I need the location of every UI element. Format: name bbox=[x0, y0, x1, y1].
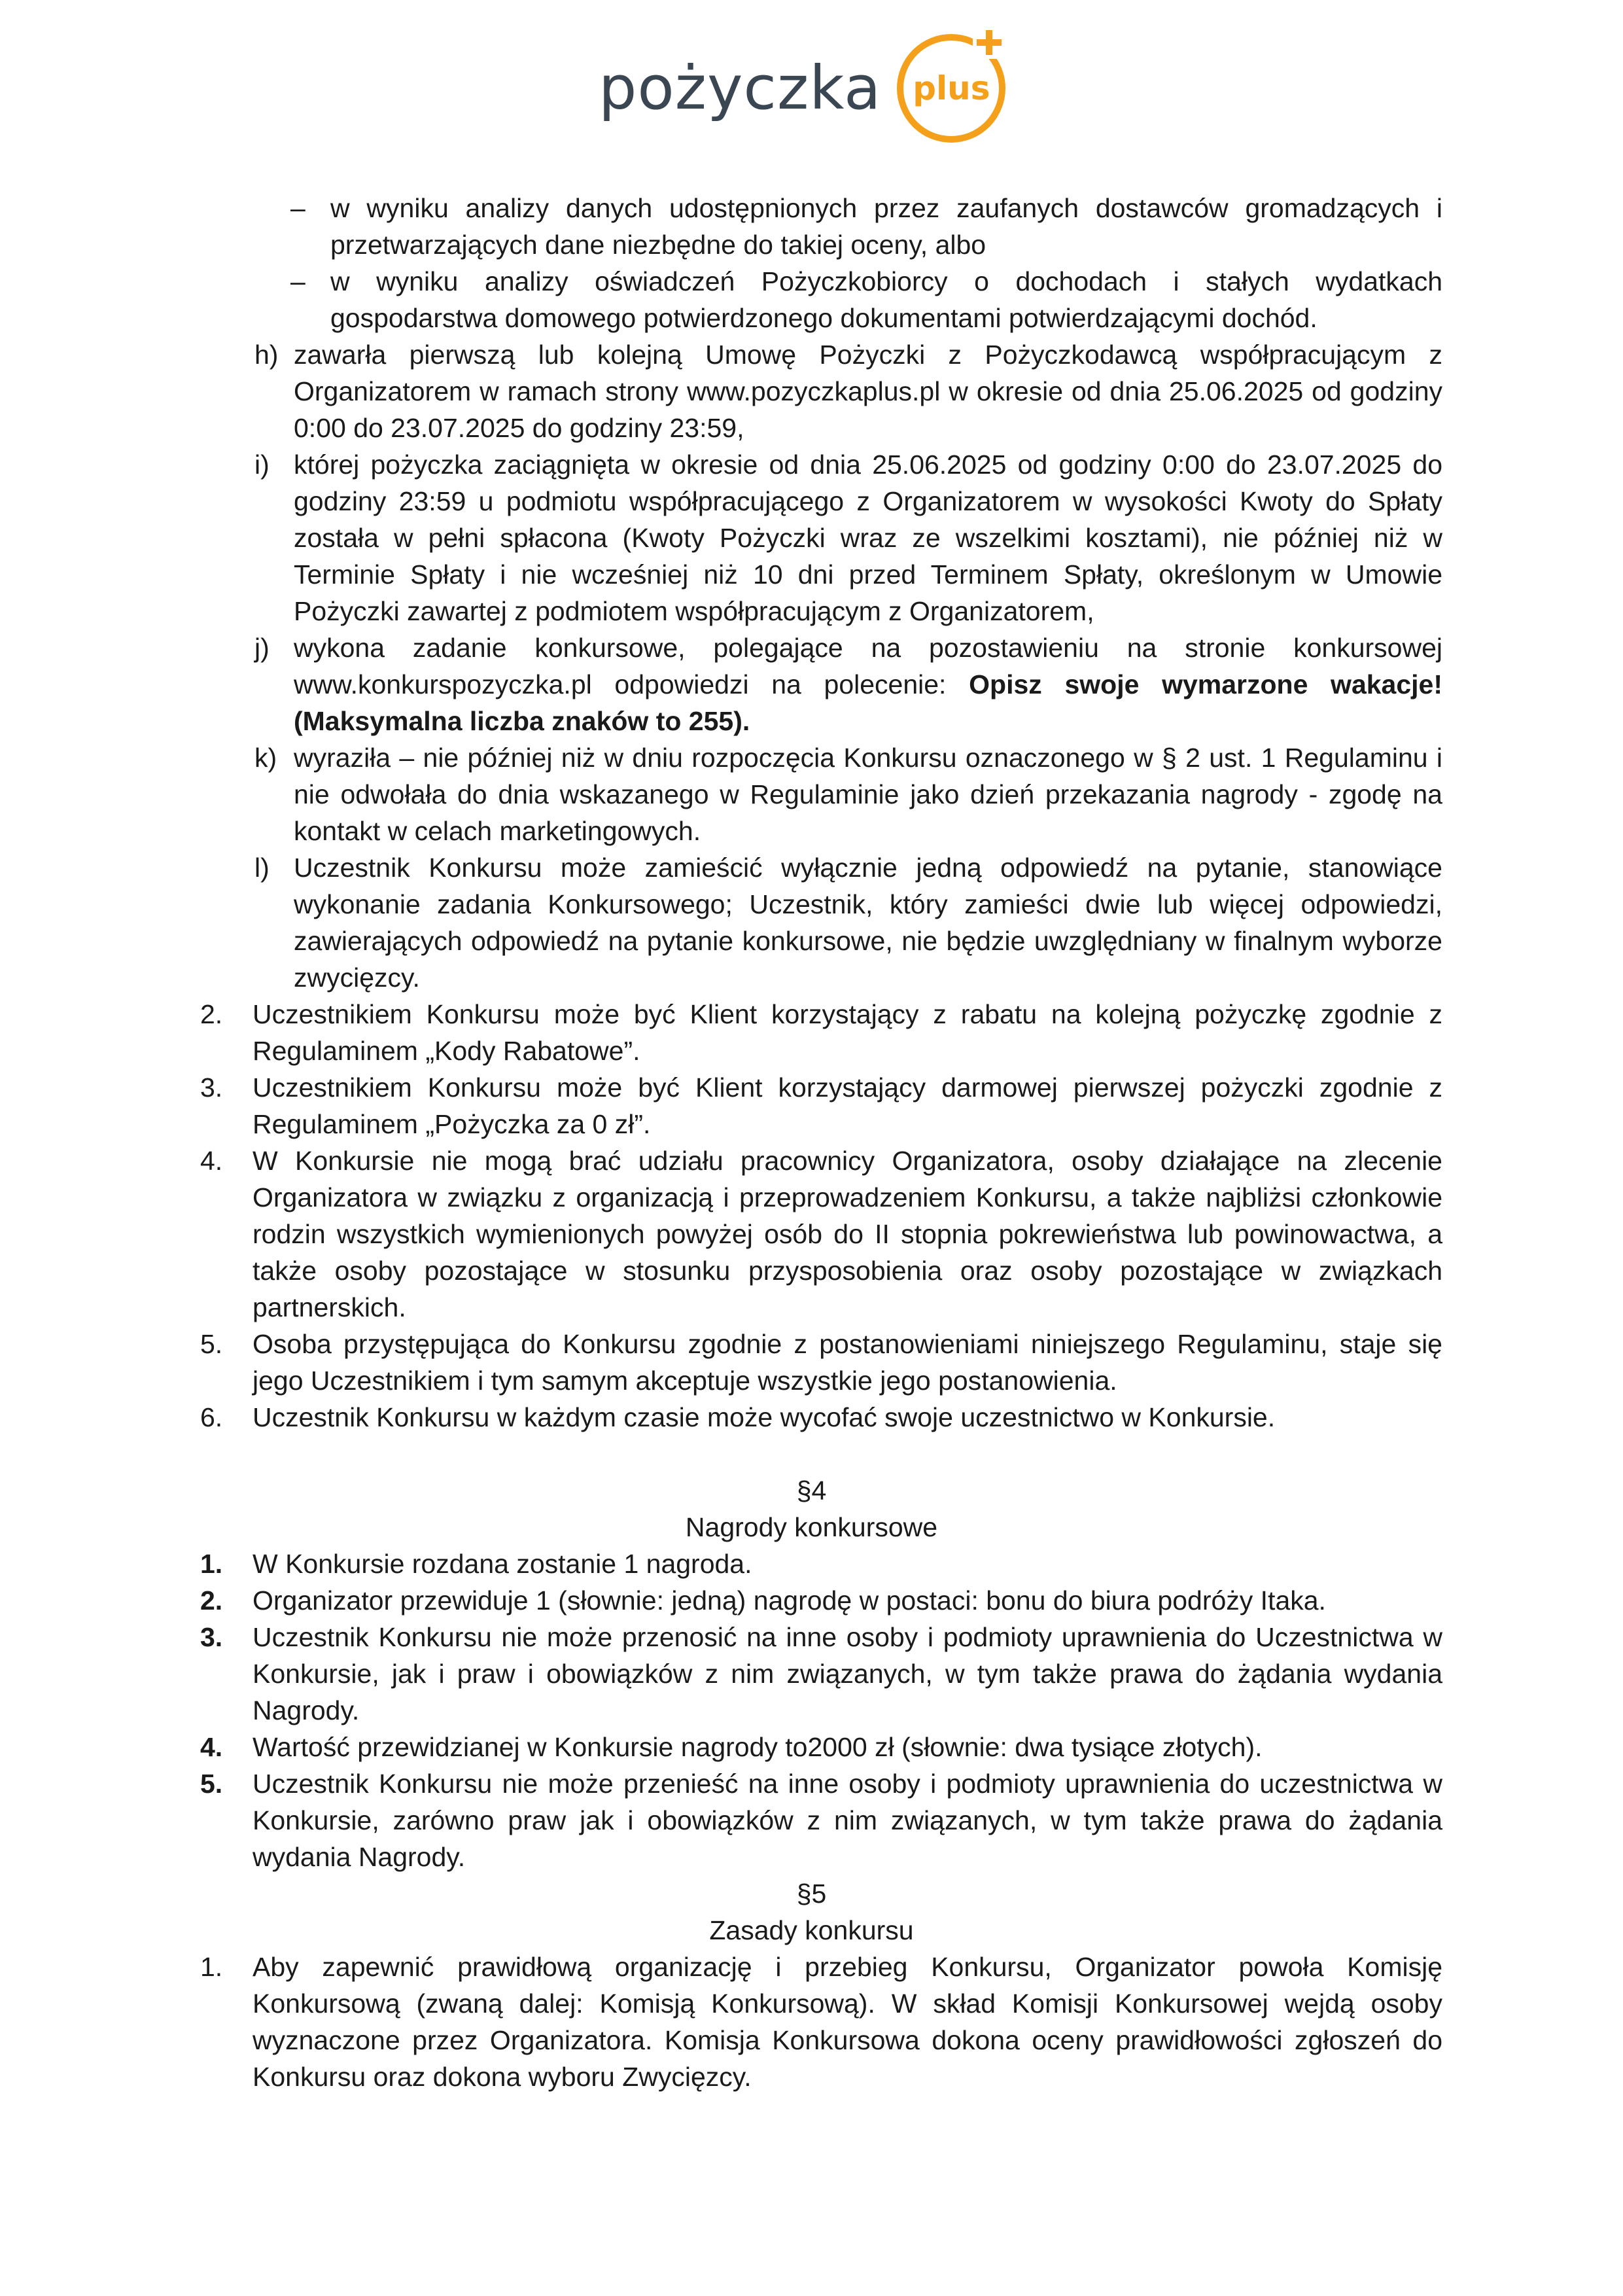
list-marker: i) bbox=[254, 450, 270, 480]
letter-list-item bbox=[254, 446, 1442, 629]
list-item-text: Uczestnikiem Konkursu może być Klient korzystający z rabatu na kolejną pożyczkę zgodnie z Regulaminem „Kody Rabatowe”. bbox=[253, 999, 1442, 1066]
numbered-list-item bbox=[200, 1949, 1442, 2095]
list-item-text: W Konkursie rozdana zostanie 1 nagroda. bbox=[253, 1549, 752, 1579]
section-number: §5 bbox=[796, 1879, 827, 1909]
document-body bbox=[0, 190, 1623, 2095]
dash-item-text: w wyniku analizy oświadczeń Pożyczkobiorcy o dochodach i stałych wydatkach gospodarstwa domowego potwierdzonego dokumentami potwierdzającymi dochód. bbox=[330, 266, 1442, 333]
section-spacer bbox=[0, 1436, 1623, 1472]
list-marker: h) bbox=[254, 340, 279, 370]
letter-list-item bbox=[254, 629, 1442, 739]
list-item-text: Uczestnikiem Konkursu może być Klient korzystający darmowej pierwszej pożyczki zgodnie z Regulaminem „Pożyczka za 0 zł”. bbox=[253, 1072, 1442, 1139]
dash-marker: – bbox=[290, 266, 305, 296]
list-item-text: Uczestnik Konkursu może zamieścić wyłącznie jedną odpowiedź na pytanie, stanowiące wykonanie zadania Konkursowego; Uczestnik, który zamieści dwie lub więcej odpowiedzi, zawierających odpowiedź na pytanie konkursowe, nie będzie uwzględniany w finalnym wyborze zwycięzcy. bbox=[294, 853, 1442, 993]
logo-plus-word: plus bbox=[913, 69, 990, 107]
numbered-list-item bbox=[200, 1729, 1442, 1765]
list-marker: 3. bbox=[200, 1622, 223, 1652]
section-title: Nagrody konkursowe bbox=[685, 1512, 938, 1542]
letter-list-item bbox=[254, 739, 1442, 849]
numbered-list-item bbox=[200, 1326, 1442, 1399]
list-marker: 5. bbox=[200, 1329, 223, 1359]
logo-wordmark: pożyczka bbox=[599, 53, 882, 123]
numbered-list-item bbox=[200, 1765, 1442, 1875]
list-item-text: zawarła pierwszą lub kolejną Umowę Pożyczki z Pożyczkodawcą współpracującym z Organizatorem w ramach strony www.pozyczkaplus.pl w okresie od dnia 25.06.2025 od godziny 0:00 do 23.07.2025 do godziny 23:59, bbox=[294, 340, 1442, 443]
list-item-text: Wartość przewidzianej w Konkursie nagrody to2000 zł (słownie: dwa tysiące złotych). bbox=[253, 1732, 1263, 1762]
list-marker: 2. bbox=[200, 1585, 223, 1616]
dash-item-text: w wyniku analizy danych udostępnionych przez zaufanych dostawców gromadzących i przetwarzających dane niezbędne do takiej oceny, albo bbox=[330, 193, 1442, 260]
numbered-list-item bbox=[200, 1619, 1442, 1729]
letter-list-item bbox=[254, 336, 1442, 446]
list-marker: 1. bbox=[200, 1952, 223, 1982]
dash-list-item bbox=[290, 190, 1442, 263]
list-marker: 6. bbox=[200, 1402, 223, 1432]
numbered-list-item bbox=[200, 1582, 1442, 1619]
list-item-text: Uczestnik Konkursu w każdym czasie może wycofać swoje uczestnictwo w Konkursie. bbox=[253, 1402, 1276, 1432]
list-marker: l) bbox=[254, 853, 270, 883]
list-item-text: Aby zapewnić prawidłową organizację i przebieg Konkursu, Organizator powoła Komisję Konkursową (zwaną dalej: Komisją Konkursową). W skład Komisji Konkursowej wejdą osoby wyznaczone przez Organizatora. Komisja Konkursowa dokona oceny prawidłowości zgłoszeń do Konkursu oraz dokona wyboru Zwycięzcy. bbox=[253, 1952, 1442, 2092]
numbered-list-item bbox=[200, 1545, 1442, 1582]
dash-list-item bbox=[290, 263, 1442, 336]
section-title: Zasady konkursu bbox=[709, 1915, 914, 1945]
list-marker: 2. bbox=[200, 999, 223, 1029]
numbered-list-item bbox=[200, 1069, 1442, 1142]
plus-icon bbox=[973, 26, 1005, 59]
list-item-text: Osoba przystępująca do Konkursu zgodnie z postanowieniami niniejszego Regulaminu, staje się jego Uczestnikiem i tym samym akceptuje wszystkie jego postanowienia. bbox=[253, 1329, 1442, 1396]
numbered-list-item bbox=[200, 1142, 1442, 1326]
logo-plus-circle bbox=[897, 34, 1005, 143]
letter-list-item bbox=[254, 849, 1442, 996]
list-item-text: wykona zadanie konkursowe, polegające na pozostawieniu na stronie konkursowej www.konkurspozyczka.pl odpowiedzi na polecenie: bbox=[294, 633, 1442, 699]
list-item-text: Organizator przewiduje 1 (słownie: jedną) nagrodę w postaci: bonu do biura podróży Itaka. bbox=[253, 1585, 1326, 1616]
list-item-text: wyraziła – nie później niż w dniu rozpoczęcia Konkursu oznaczonego w § 2 ust. 1 Regulaminu i nie odwołała do dnia wskazanego w Regulaminie jako dzień przekazania nagrody - zgodę na kontakt w celach marketingowych. bbox=[294, 743, 1442, 846]
list-item-text: Uczestnik Konkursu nie może przenosić na inne osoby i podmioty uprawnienia do Uczestnictwa w Konkursie, jak i praw i obowiązków z nim związanych, w tym także prawa do żądania wydania Nagrody. bbox=[253, 1622, 1442, 1725]
list-marker: j) bbox=[254, 633, 270, 663]
list-marker: 4. bbox=[200, 1732, 223, 1762]
section-number: §4 bbox=[796, 1475, 827, 1506]
list-item-text: której pożyczka zaciągnięta w okresie od dnia 25.06.2025 od godziny 0:00 do 23.07.2025 do godziny 23:59 u podmiotu współpracującego z Organizatorem w wysokości Kwoty do Spłaty została w pełni spłacona (Kwoty Pożyczki wraz ze wszelkimi kosztami), nie później niż w Terminie Spłaty i nie wcześniej niż 10 dni przed Terminem Spłaty, określonym w Umowie Pożyczki zawartej z podmiotem współpracującym z Organizatorem, bbox=[294, 450, 1442, 626]
list-item-text: Uczestnik Konkursu nie może przenieść na inne osoby i podmioty uprawnienia do uczestnictwa w Konkursie, zarówno praw jak i obowiązków z nim związanych, w tym także prawa do żądania wydania Nagrody. bbox=[253, 1769, 1442, 1872]
list-item-text: W Konkursie nie mogą brać udziału pracownicy Organizatora, osoby działające na zlecenie Organizatora w związku z organizacją i przeprowadzeniem Konkursu, a także najbliżsi członkowie rodzin wszystkich wymienionych powyżej osób do II stopnia pokrewieństwa lub powinowactwa, a także osoby pozostające w stosunku przysposobienia oraz osoby pozostające w związkach partnerskich. bbox=[253, 1146, 1442, 1322]
list-marker: 3. bbox=[200, 1072, 223, 1103]
numbered-list-item bbox=[200, 1399, 1442, 1436]
list-marker: k) bbox=[254, 743, 277, 773]
list-marker: 1. bbox=[200, 1549, 223, 1579]
numbered-list-item bbox=[200, 996, 1442, 1069]
contest-task-prompt: Opisz swoje wymarzone wakacje! (Maksymalna liczba znaków to 255). bbox=[294, 669, 1442, 736]
dash-marker: – bbox=[290, 193, 305, 223]
list-marker: 4. bbox=[200, 1146, 223, 1176]
brand-logo bbox=[599, 34, 1005, 143]
list-marker: 5. bbox=[200, 1769, 223, 1799]
